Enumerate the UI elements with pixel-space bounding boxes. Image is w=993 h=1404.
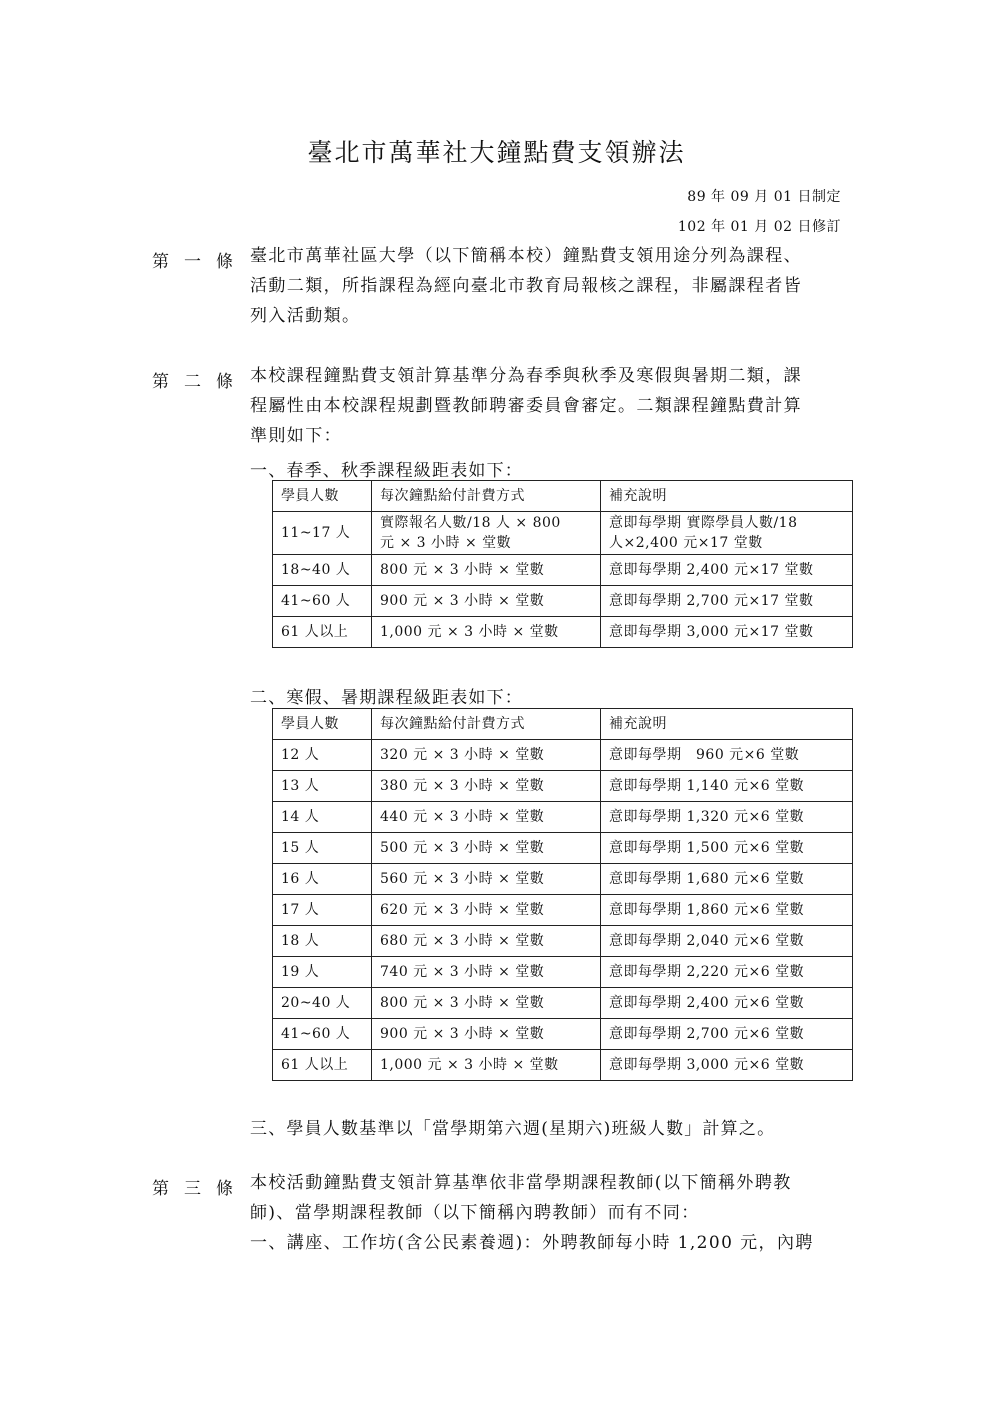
note-cell: 意即每學期 3,000 元×6 堂數 [601, 1050, 853, 1081]
student-count-cell: 41~60 人 [273, 586, 372, 617]
header-note: 補充說明 [601, 709, 853, 740]
table-row [273, 926, 853, 957]
student-count-cell: 11~17 人 [273, 512, 372, 555]
note-cell: 意即每學期 3,000 元×17 堂數 [601, 617, 853, 648]
fee-method-cell: 620 元 × 3 小時 × 堂數 [372, 895, 601, 926]
table-row [273, 617, 853, 648]
table-row [273, 957, 853, 988]
table-row [273, 864, 853, 895]
fee-method-cell: 1,000 元 × 3 小時 × 堂數 [372, 617, 601, 648]
table-row [273, 802, 853, 833]
student-count-cell: 18~40 人 [273, 555, 372, 586]
section-1-heading: 一、春季、秋季課程級距表如下： [250, 461, 523, 481]
table-header-row [273, 709, 853, 740]
note-cell: 意即每學期 2,700 元×6 堂數 [601, 1019, 853, 1050]
fee-method-cell: 實際報名人數/18 人 × 800 元 × 3 小時 × 堂數 [372, 512, 601, 555]
header-student-count: 學員人數 [273, 481, 372, 512]
article-1-line-3: 列入活動類。 [250, 306, 361, 326]
article-3-line-2: 師)、當學期課程教師（以下簡稱內聘教師）而有不同： [250, 1203, 700, 1223]
student-count-cell: 18 人 [273, 926, 372, 957]
note-cell: 意即每學期 2,400 元×17 堂數 [601, 555, 853, 586]
article-1-label: 第 一 條 [152, 252, 234, 272]
note-cell: 意即每學期 1,680 元×6 堂數 [601, 864, 853, 895]
student-count-cell: 61 人以上 [273, 1050, 372, 1081]
note-cell: 意即每學期 1,500 元×6 堂數 [601, 833, 853, 864]
note-cell: 意即每學期 2,400 元×6 堂數 [601, 988, 853, 1019]
fee-method-cell: 440 元 × 3 小時 × 堂數 [372, 802, 601, 833]
header-fee-method: 每次鐘點給付計費方式 [372, 481, 601, 512]
article-2-line-3: 準則如下： [250, 426, 342, 446]
note-cell: 意即每學期 2,700 元×17 堂數 [601, 586, 853, 617]
fee-method-cell: 740 元 × 3 小時 × 堂數 [372, 957, 601, 988]
table-row [273, 833, 853, 864]
note-cell: 意即每學期 1,140 元×6 堂數 [601, 771, 853, 802]
student-count-cell: 12 人 [273, 740, 372, 771]
document-title: 臺北市萬華社大鐘點費支領辦法 [307, 138, 686, 167]
table-row [273, 1050, 853, 1081]
section-3-text: 三、學員人數基準以「當學期第六週(星期六)班級人數」計算之。 [250, 1119, 776, 1139]
student-count-cell: 41~60 人 [273, 1019, 372, 1050]
table-row [273, 512, 853, 555]
winter-summer-fee-table [272, 708, 853, 1081]
note-cell: 意即每學期 960 元×6 堂數 [601, 740, 853, 771]
fee-method-cell: 560 元 × 3 小時 × 堂數 [372, 864, 601, 895]
student-count-cell: 14 人 [273, 802, 372, 833]
student-count-cell: 17 人 [273, 895, 372, 926]
student-count-cell: 19 人 [273, 957, 372, 988]
student-count-cell: 16 人 [273, 864, 372, 895]
article-2-line-2: 程屬性由本校課程規劃暨教師聘審委員會審定。二類課程鐘點費計算 [250, 396, 802, 416]
table-row [273, 771, 853, 802]
article-2-label: 第 二 條 [152, 372, 234, 392]
student-count-cell: 20~40 人 [273, 988, 372, 1019]
table-row [273, 555, 853, 586]
article-1-line-2: 活動二類，所指課程為經向臺北市教育局報核之課程，非屬課程者皆 [250, 276, 802, 296]
section-2-heading: 二、寒假、暑期課程級距表如下： [250, 688, 523, 708]
table-header-row [273, 481, 853, 512]
fee-method-cell: 800 元 × 3 小時 × 堂數 [372, 555, 601, 586]
article-1-line-1: 臺北市萬華社區大學（以下簡稱本校）鐘點費支領用途分列為課程、 [250, 246, 802, 266]
fee-method-cell: 900 元 × 3 小時 × 堂數 [372, 1019, 601, 1050]
spring-autumn-fee-table [272, 480, 853, 648]
header-student-count: 學員人數 [273, 709, 372, 740]
article-3-label: 第 三 條 [152, 1179, 234, 1199]
header-note: 補充說明 [601, 481, 853, 512]
note-cell: 意即每學期 1,860 元×6 堂數 [601, 895, 853, 926]
article-3-line-3: 一、講座、工作坊(含公民素養週)：外聘教師每小時 1,200 元，內聘 [250, 1233, 814, 1253]
student-count-cell: 15 人 [273, 833, 372, 864]
note-cell: 意即每學期 實際學員人數/18 人×2,400 元×17 堂數 [601, 512, 853, 555]
fee-method-cell: 320 元 × 3 小時 × 堂數 [372, 740, 601, 771]
table-row [273, 895, 853, 926]
article-2-line-1: 本校課程鐘點費支領計算基準分為春季與秋季及寒假與暑期二類，課 [250, 366, 802, 386]
fee-method-cell: 500 元 × 3 小時 × 堂數 [372, 833, 601, 864]
student-count-cell: 61 人以上 [273, 617, 372, 648]
note-cell: 意即每學期 2,040 元×6 堂數 [601, 926, 853, 957]
article-3-line-1: 本校活動鐘點費支領計算基準依非當學期課程教師(以下簡稱外聘教 [250, 1173, 792, 1193]
table-row [273, 740, 853, 771]
student-count-cell: 13 人 [273, 771, 372, 802]
note-cell: 意即每學期 2,220 元×6 堂數 [601, 957, 853, 988]
fee-method-cell: 380 元 × 3 小時 × 堂數 [372, 771, 601, 802]
table-row [273, 988, 853, 1019]
fee-method-cell: 680 元 × 3 小時 × 堂數 [372, 926, 601, 957]
note-cell: 意即每學期 1,320 元×6 堂數 [601, 802, 853, 833]
enacted-date: 89 年 09 月 01 日制定 [687, 189, 841, 205]
header-fee-method: 每次鐘點給付計費方式 [372, 709, 601, 740]
table-row [273, 1019, 853, 1050]
fee-method-cell: 800 元 × 3 小時 × 堂數 [372, 988, 601, 1019]
fee-method-cell: 1,000 元 × 3 小時 × 堂數 [372, 1050, 601, 1081]
fee-method-cell: 900 元 × 3 小時 × 堂數 [372, 586, 601, 617]
table-row [273, 586, 853, 617]
revised-date: 102 年 01 月 02 日修訂 [677, 219, 841, 235]
